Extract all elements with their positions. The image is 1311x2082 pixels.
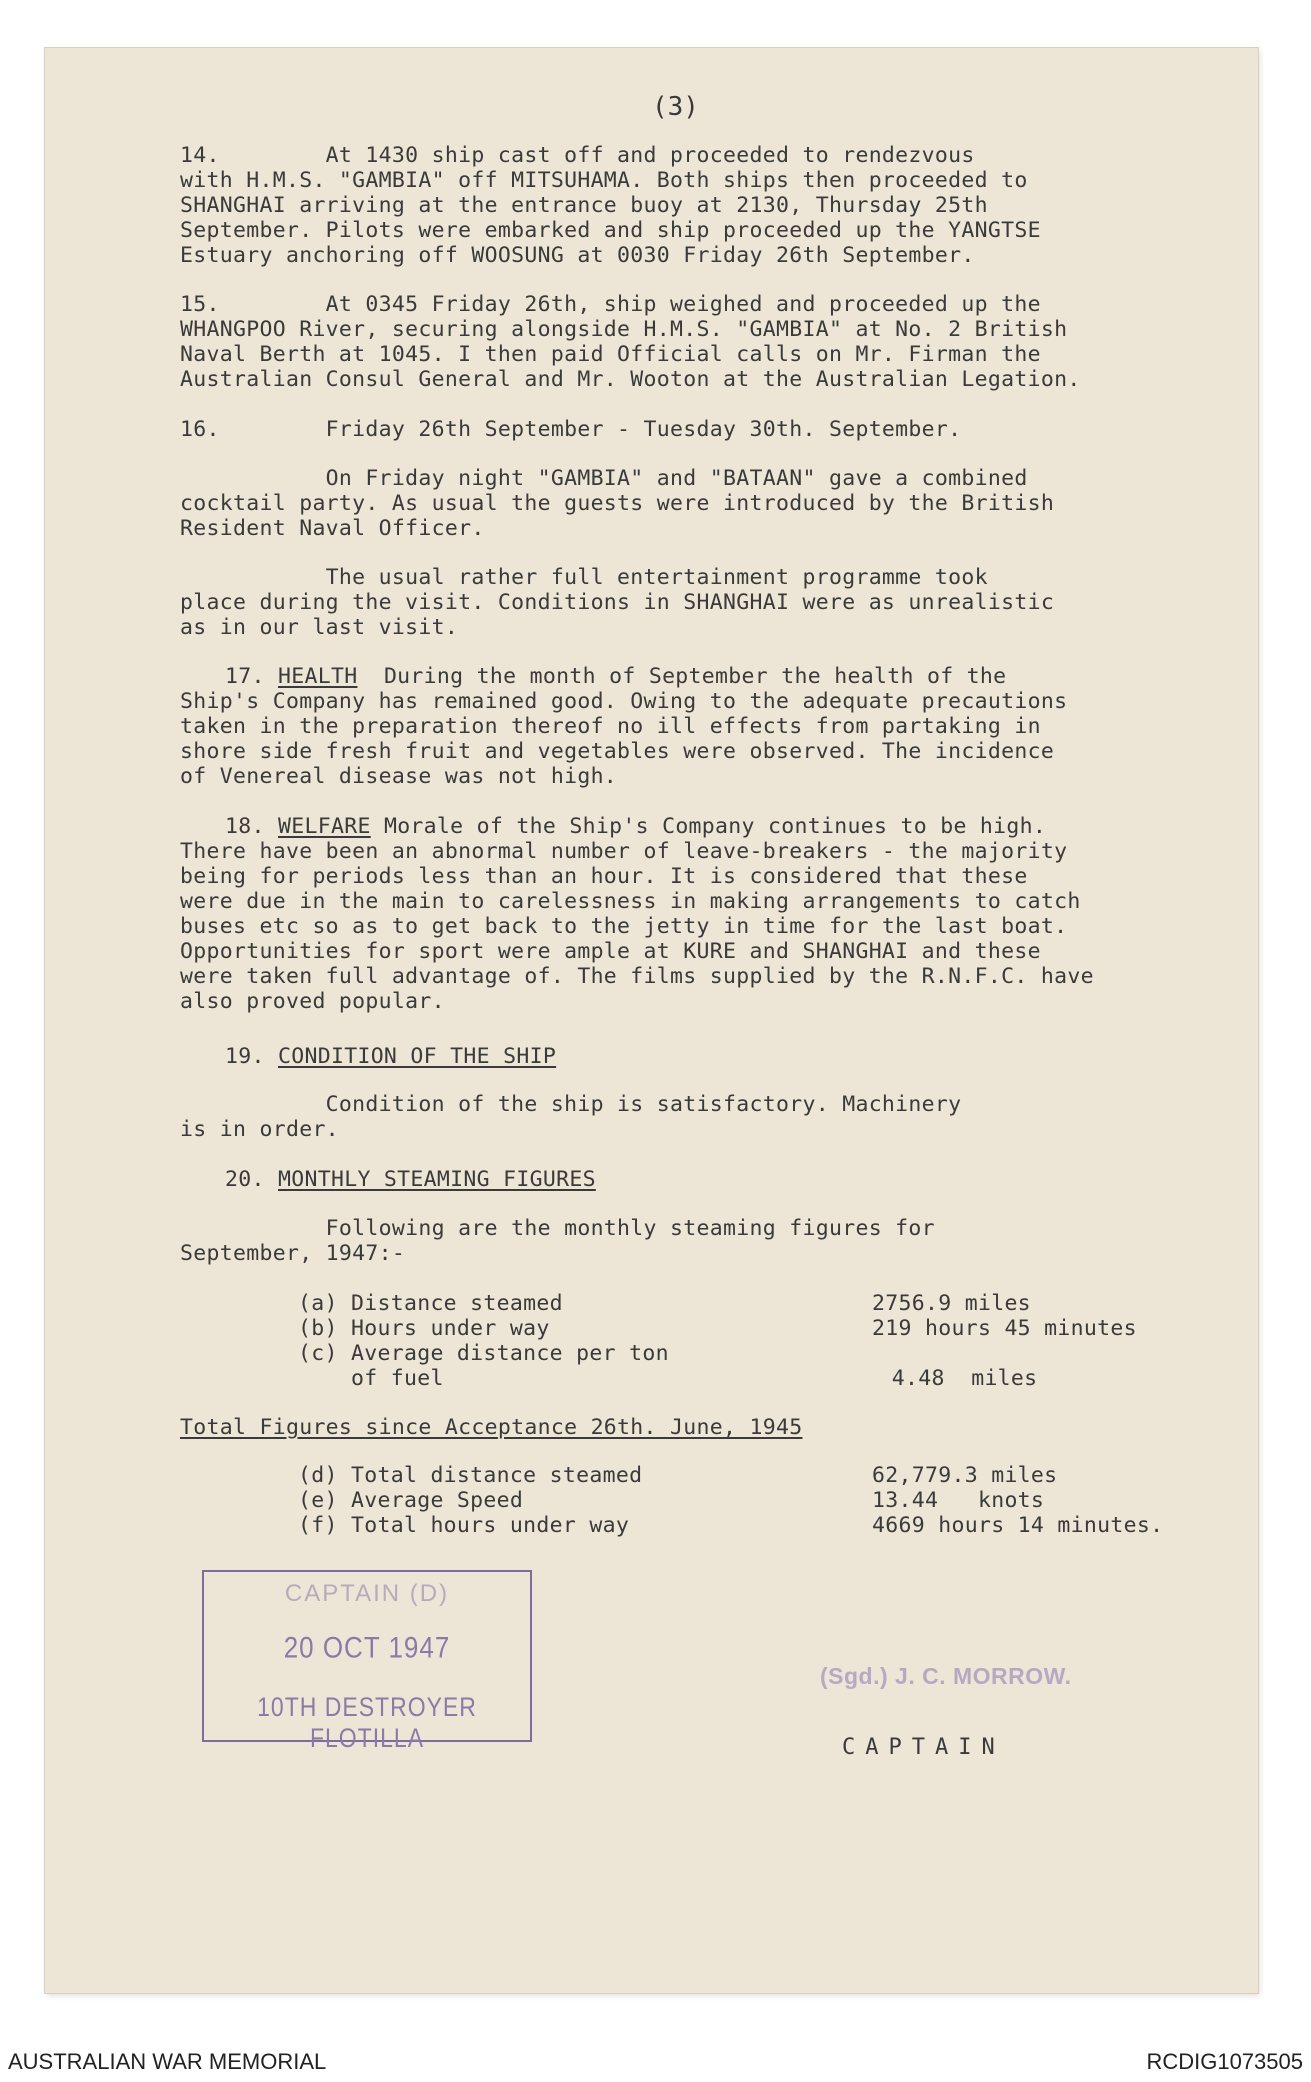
health-heading: HEALTH (277, 664, 358, 689)
received-stamp (202, 1570, 532, 1753)
text-line: were taken full advantage of. The films supplied by the R.N.F.C. have (180, 964, 1094, 989)
text-line: There have been an abnormal number of leave-breakers - the majority (180, 839, 1068, 864)
figure-value: 62,779.3 miles (872, 1463, 1058, 1488)
figure-value: 4669 hours 14 minutes. (872, 1513, 1164, 1538)
text-line: Opportunities for sport were ample at KURE and SHANGHAI and these (180, 939, 1041, 964)
text-line: also proved popular. (180, 989, 445, 1014)
text-line: Condition of the ship is satisfactory. Machinery (180, 1092, 962, 1117)
text-line: September. Pilots were embarked and ship proceeded up the YANGTSE (180, 218, 1041, 243)
text-line: 15. At 0345 Friday 26th, ship weighed and proceeded up the (180, 292, 1041, 317)
text-line: SHANGHAI arriving at the entrance buoy at 2130, Thursday 25th (180, 193, 988, 218)
figure-label: (d) Total distance steamed (298, 1463, 643, 1488)
text-line: 16. Friday 26th September - Tuesday 30th. September. (180, 417, 962, 442)
welfare-heading: WELFARE (277, 814, 371, 839)
text-line: Naval Berth at 1045. I then paid Official calls on Mr. Firman the (180, 342, 1041, 367)
stamp-date: 20 OCT 1947 (283, 1629, 451, 1665)
text-line: Ship's Company has remained good. Owing to the adequate precautions (180, 689, 1068, 714)
page-number: (3) (652, 92, 699, 122)
footer-identifier: RCDIG1073505 (1146, 2049, 1303, 2074)
text-line: The usual rather full entertainment programme took (180, 565, 988, 590)
text-line: 19. CONDITION OF THE SHIP (225, 1044, 557, 1069)
text-line: of Venereal disease was not high. (180, 764, 618, 789)
figure-value: 13.44 knots (872, 1488, 1045, 1513)
text-line: being for periods less than an hour. It is considered that these (180, 864, 1028, 889)
text-line: were due in the main to carelessness in making arrangements to catch (180, 889, 1081, 914)
captain-label: CAPTAIN (842, 1735, 1005, 1760)
figure-label: (f) Total hours under way (298, 1513, 630, 1538)
text-line: Australian Consul General and Mr. Wooton at the Australian Legation. (180, 367, 1081, 392)
text-line: shore side fresh fruit and vegetables were observed. The incidence (180, 739, 1055, 764)
text-line: 14. At 1430 ship cast off and proceeded to rendezvous (180, 143, 975, 168)
figure-value: 4.48 miles (852, 1366, 1038, 1391)
figure-label: (e) Average Speed (298, 1488, 524, 1513)
condition-heading: CONDITION OF THE SHIP (277, 1044, 557, 1069)
signature: (Sgd.) J. C. MORROW. (820, 1663, 1072, 1689)
figure-label: (b) Hours under way (298, 1316, 550, 1341)
text-line: place during the visit. Conditions in SHANGHAI were as unrealistic (180, 590, 1055, 615)
text-line: with H.M.S. "GAMBIA" off MITSUHAMA. Both ships then proceeded to (180, 168, 1028, 193)
totals-heading: Total Figures since Acceptance 26th. June, 1945 (180, 1415, 803, 1440)
text-line: Following are the monthly steaming figures for (180, 1216, 935, 1241)
text-line: Estuary anchoring off WOOSUNG at 0030 Friday 26th September. (180, 243, 975, 268)
text-line: is in order. (180, 1117, 339, 1142)
text-line: as in our last visit. (180, 615, 459, 640)
figure-label: of fuel (298, 1366, 444, 1391)
text-line: 17. HEALTH During the month of September the health of the (225, 664, 1007, 689)
text-line: WHANGPOO River, securing alongside H.M.S. "GAMBIA" at No. 2 British (180, 317, 1068, 342)
text-line: September, 1947:- (180, 1241, 406, 1266)
text-line: cocktail party. As usual the guests were introduced by the British (180, 491, 1055, 516)
text-line: buses etc so as to get back to the jetty in time for the last boat. (180, 914, 1068, 939)
text-line: 18. WELFARE Morale of the Ship's Company continues to be high. (225, 814, 1047, 839)
figure-label: (a) Distance steamed (298, 1291, 563, 1316)
text-line: Resident Naval Officer. (180, 516, 485, 541)
text-line: taken in the preparation thereof no ill effects from partaking in (180, 714, 1041, 739)
stamp-title: CAPTAIN (D) (284, 1580, 450, 1607)
figure-value: 219 hours 45 minutes (872, 1316, 1137, 1341)
figure-value: 2756.9 miles (872, 1291, 1031, 1316)
text-line: On Friday night "GAMBIA" and "BATAAN" gave a combined (180, 466, 1028, 491)
figure-label: (c) Average distance per ton (298, 1341, 669, 1366)
stamp-unit: 10TH DESTROYER FLOTILLA (257, 1691, 477, 1753)
text-line: 20. MONTHLY STEAMING FIGURES (225, 1167, 596, 1192)
steaming-heading: MONTHLY STEAMING FIGURES (277, 1167, 596, 1192)
footer-source: AUSTRALIAN WAR MEMORIAL (8, 2049, 327, 2074)
